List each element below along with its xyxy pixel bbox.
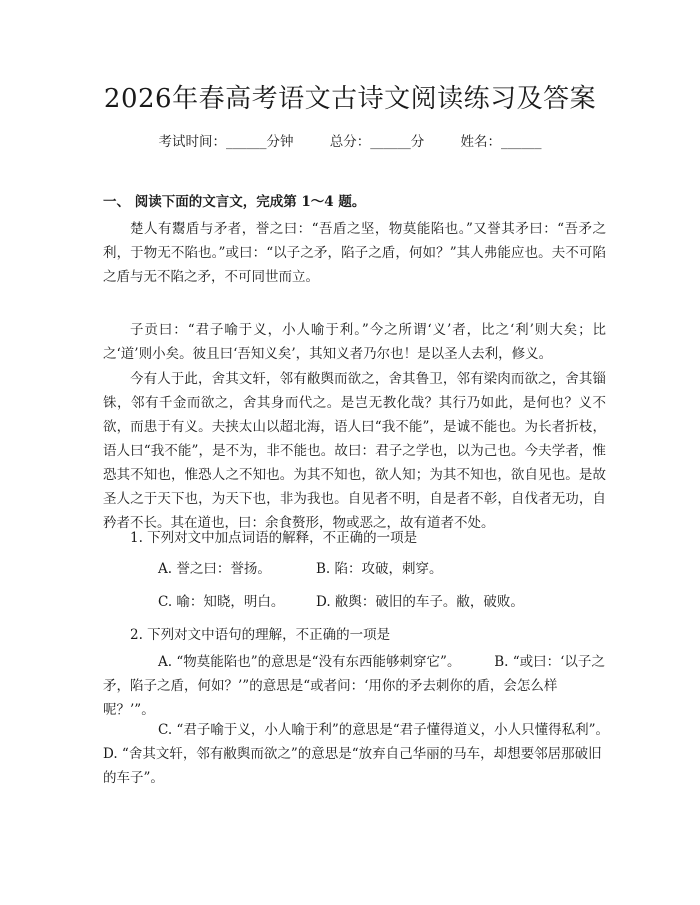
exam-name: 姓名：______ (460, 134, 542, 150)
page-title: 2026年春高考语文古诗文阅读练习及答案 (103, 84, 597, 114)
passage-paragraph-3: 今有人于此，舍其文轩，邻有敝舆而欲之，舍其鲁卫，邻有梁肉而欲之，舍其锱铢，邻有千金而欲之，舍其身而代之。是岂无教化哉？其行乃如此，是何也？义不欲，而患于有义。夫挟太山以超北海，语人曰“我不能”，是诚不能也。为长者折枝，语人曰“我不能”，是不为，非不能也。故曰：君子之学也，以为己也。今夫学者，惟恐其不知也，惟恐人之不知也。为其不知也，欲人知；为其不知也，欲自见也。是故圣人之于天下也，为天下也，非为我也。自见者不明，自是者不彰，自伐者无功，自矜者不长。其在道也，曰：余食赘形，物或恶之，故有道者不处。 (103, 371, 606, 531)
question-2-stem: 2. 下列对文中语句的理解，不正确的一项是 (130, 627, 391, 643)
exam-score: 总分：______分 (329, 134, 425, 150)
question-1-option-a: A. 誉之曰：誉扬。 (158, 561, 271, 577)
question-2-options-ab: A. “物莫能陷也”的意思是“没有东西能够刺穿它”。 B. “或曰：‘以子之矛，陷子之盾，何如？’”的意思是“或者问：‘用你的矛去刺你的盾，会怎么样呢？’”。 (103, 654, 605, 718)
exam-time: 考试时间：______分钟 (158, 134, 294, 150)
question-2-options-cd: C. “君子喻于义，小人喻于利”的意思是“君子懂得道义，小人只懂得私利”。 D. “舍其文轩，邻有敝舆而欲之”的意思是“放弃自己华丽的马车，却想要邻居那破旧的车子”。 (103, 722, 643, 786)
question-1-option-c: C. 喻：知晓，明白。 (158, 594, 285, 610)
question-1-option-d: D. 敝舆：破旧的车子。敝，破败。 (316, 594, 524, 610)
exam-meta (0, 130, 700, 150)
question-1-option-b: B. 陷：攻破，刺穿。 (316, 561, 443, 577)
passage-paragraph-2: 子贡曰：“君子喻于义，小人喻于利。”今之所谓‘义’者，比之‘利’则大矣；比之‘道’则小矣。彼且曰‘吾知义矣’，其知义者乃尔也！是以圣人去利，修义。 (103, 322, 606, 362)
question-1-stem: 1. 下列对文中加点词语的解释，不正确的一项是 (130, 530, 418, 546)
section-heading: 一、 阅读下面的文言文，完成第 1～4 题。 (103, 194, 366, 210)
passage-paragraph-1: 楚人有鬻盾与矛者，誉之曰：“吾盾之坚，物莫能陷也。”又誉其矛曰：“吾矛之利，于物无不陷也。”或曰：“以子之矛，陷子之盾，何如？”其人弗能应也。夫不可陷之盾与无不陷之矛，不可同世而立。 (103, 221, 606, 285)
